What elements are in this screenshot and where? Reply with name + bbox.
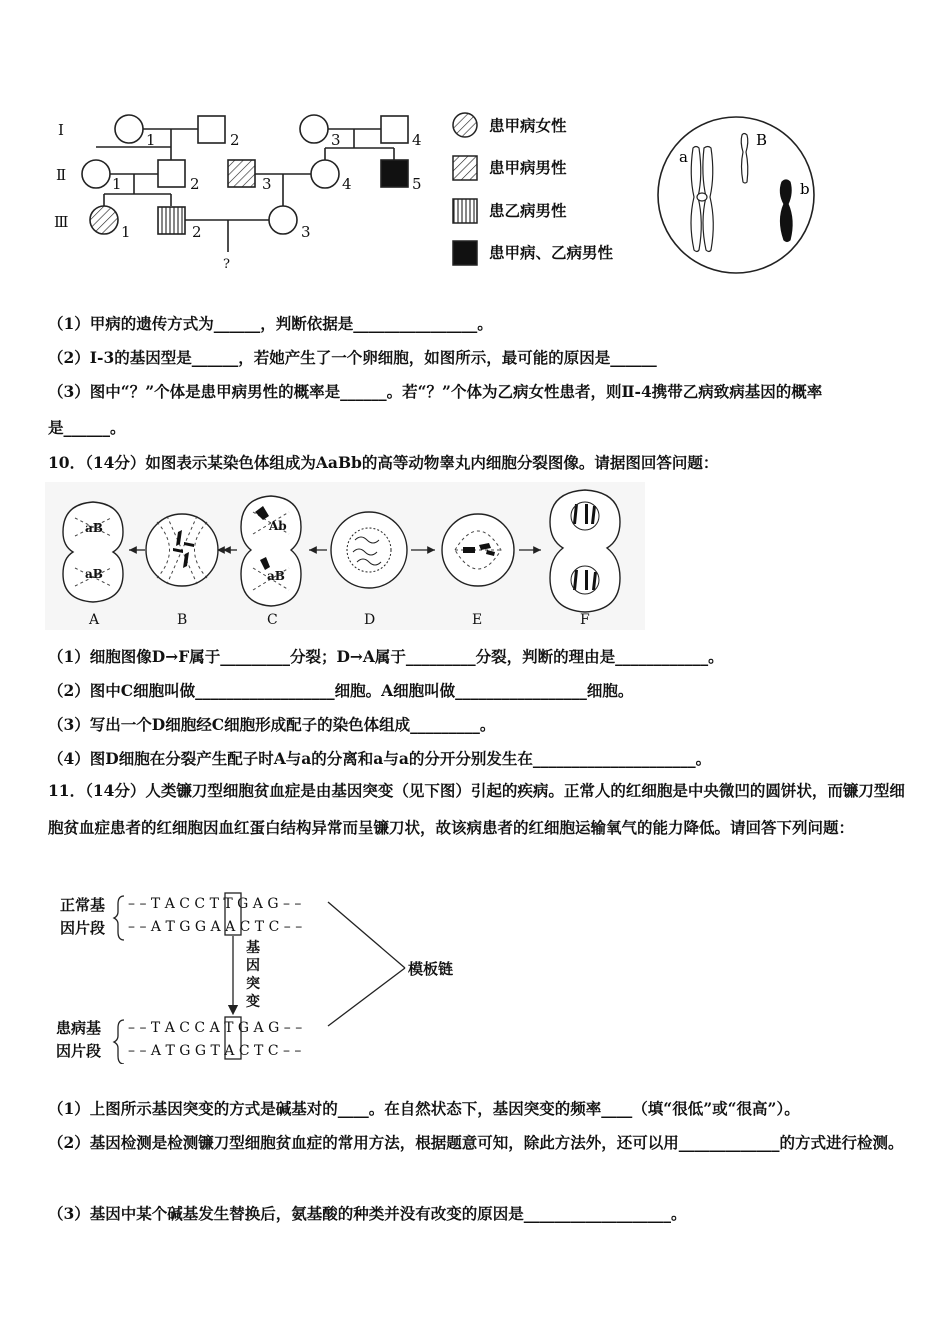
q11-part2: （2）基因检测是检测镰刀型细胞贫血症的常用方法，根据题意可知，除此方法外，还可以用_____________的方式进行检测。 [48, 1133, 904, 1152]
q10-part1: （1）细胞图像D→F属于_________分裂；D→A属于_________分裂，判断的理由是____________。 [48, 647, 724, 666]
pedigree-I2 [198, 116, 225, 143]
question-mark: ? [223, 257, 230, 272]
cell-label: F [580, 612, 590, 628]
pedigree-figure [40, 100, 920, 300]
individual-num: 1 [112, 175, 122, 193]
cell-C [241, 496, 301, 606]
template-strand-label: 模板链 [408, 960, 454, 978]
patient-gene-label: 因片段 [56, 1042, 102, 1060]
cell-E [442, 514, 514, 586]
individual-num: 5 [412, 175, 422, 193]
individual-num: 4 [342, 175, 352, 193]
gen-label: Ⅲ [54, 213, 69, 231]
cell-A-gene-bot: aB [85, 567, 103, 581]
patient-strand-top: – – T A C C A T G A G – – [128, 1020, 303, 1036]
q10-part4: （4）图D细胞在分裂产生配子时A与a的分离和a与a的分开分别发生在_____________________。 [48, 749, 712, 768]
pedigree-I3 [300, 115, 328, 143]
cell-C-gene-bot: aB [267, 569, 285, 583]
pedigree-II2 [158, 160, 185, 187]
legend-symbol-female-a [453, 113, 477, 137]
pedigree-III3 [269, 206, 297, 234]
pedigree-II4 [311, 160, 339, 188]
patient-strand-bottom: – – A T G G T A C T C – – [128, 1043, 302, 1059]
cell-label: D [364, 612, 376, 628]
q9-part1: （1）甲病的遗传方式为______，判断依据是________________。 [48, 314, 493, 333]
cell-label: E [472, 612, 483, 628]
individual-num: 2 [230, 131, 240, 149]
cell-D [331, 512, 407, 588]
individual-num: 3 [331, 131, 341, 149]
pedigree-III1 [90, 206, 118, 234]
individual-num: 4 [412, 131, 422, 149]
cell-division-figure [45, 482, 645, 630]
pedigree-II3 [228, 160, 255, 187]
cell-label: A [89, 612, 100, 628]
normal-strand-bottom: – – A T G G A A C T C – – [128, 919, 303, 935]
individual-num: 1 [121, 223, 131, 241]
individual-num: 3 [262, 175, 272, 193]
pedigree-I4 [381, 116, 408, 143]
q9-part2: （2）Ⅰ-3的基因型是______，若她产生了一个卵细胞，如图所示，最可能的原因是______ [48, 348, 657, 367]
chromosome-b [780, 180, 792, 242]
q10-heading: 10．（14分）如图表示某染色体组成为AaBb的高等动物睾丸内细胞分裂图像。请据图回答问题： [48, 453, 719, 472]
legend-symbol-male-a [453, 156, 477, 180]
individual-num: 1 [146, 131, 156, 149]
gen-label: Ⅰ [58, 121, 64, 139]
q10-part2: （2）图中C细胞叫做__________________细胞。A细胞叫做_________________细胞。 [48, 681, 634, 700]
chrom-label: a [679, 148, 688, 166]
individual-num: 2 [192, 223, 202, 241]
gen-label: Ⅱ [56, 166, 67, 184]
legend-label: 患乙病男性 [489, 201, 567, 220]
q9-part3a: （3）图中“？”个体是患甲病男性的概率是______。若“？”个体为乙病女性患者，则Ⅱ-4携带乙病致病基因的概率 [48, 382, 823, 401]
individual-num: 3 [301, 223, 311, 241]
cell-A-gene-top: aB [85, 521, 103, 535]
pedigree-II1 [82, 160, 110, 188]
mutation-label: 因 [246, 958, 260, 974]
q11-heading: 11．（14分）人类镰刀型细胞贫血症是由基因突变（见下图）引起的疾病。正常人的红细胞是中央微凹的圆饼状，而镰刀型细胞贫血症患者的红细胞因血红蛋白结构异常而呈镰刀状，故该病患者的红细胞运输氧气的能力降低。请回答下列问题： [48, 781, 905, 837]
legend-label: 患甲病、乙病男性 [489, 243, 614, 262]
mutation-label: 突 [246, 976, 260, 992]
chrom-label: b [800, 180, 810, 198]
normal-gene-label: 正常基 [60, 896, 106, 914]
individual-num: 2 [190, 175, 200, 193]
cell-C-gene-top: Ab [269, 519, 287, 533]
legend-symbol-male-b [453, 199, 477, 223]
cell-label: C [267, 612, 278, 628]
chrom-label: B [756, 131, 768, 149]
cell-label: B [177, 612, 188, 628]
mutation-label: 基 [246, 940, 260, 956]
normal-strand-top: – – T A C C T T G A G – – [128, 896, 302, 912]
pedigree-II5 [381, 160, 408, 187]
mutation-label: 变 [246, 994, 260, 1010]
legend-label: 患甲病男性 [489, 158, 567, 177]
q11-part1: （1）上图所示基因突变的方式是碱基对的____。在自然状态下，基因突变的频率____（填“很低”或“很高”）。 [48, 1099, 800, 1118]
gene-mutation-figure [50, 888, 470, 1064]
pedigree-III2 [158, 207, 185, 234]
q9-part3b: 是______。 [48, 418, 126, 437]
q11-part3: （3）基因中某个碱基发生替换后，氨基酸的种类并没有改变的原因是___________________。 [48, 1204, 687, 1223]
q10-part3: （3）写出一个D细胞经C细胞形成配子的染色体组成_________。 [48, 715, 496, 734]
legend-label: 患甲病女性 [489, 116, 567, 135]
pedigree-I1 [115, 115, 143, 143]
cell-A [63, 502, 123, 602]
patient-gene-label: 患病基 [56, 1019, 102, 1037]
normal-gene-label: 因片段 [60, 919, 106, 937]
chromosome-B [741, 134, 748, 184]
legend-symbol-male-ab [453, 241, 477, 265]
